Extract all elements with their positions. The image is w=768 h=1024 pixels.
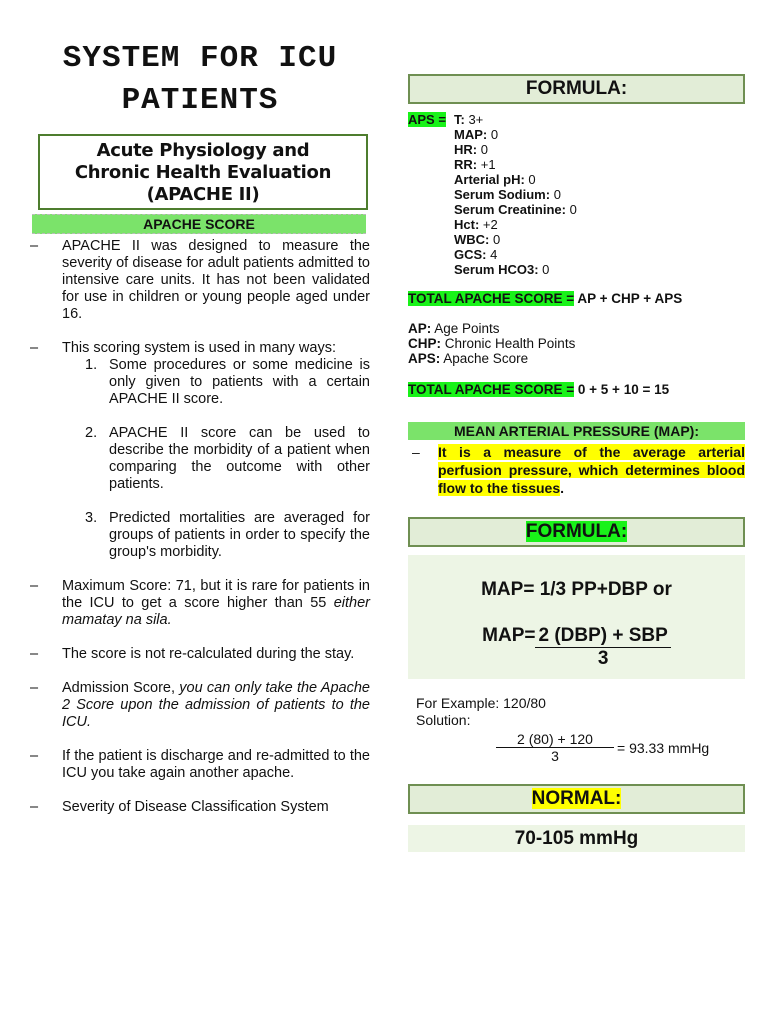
aps-key: Serum Creatinine: bbox=[454, 202, 566, 217]
total-label: TOTAL APACHE SCORE = bbox=[408, 382, 575, 397]
use-text: Predicted mortalities are averaged for groups of patients in order to specify the group's morbidity. bbox=[109, 510, 370, 560]
total-label: TOTAL APACHE SCORE = bbox=[408, 291, 575, 306]
aps-row bbox=[454, 202, 577, 217]
legend-key: AP: bbox=[408, 321, 432, 336]
aps-row bbox=[454, 157, 577, 172]
aps-key: Hct: bbox=[454, 217, 480, 232]
aps-value: 0 bbox=[524, 172, 536, 187]
aps-key: T: bbox=[454, 112, 465, 127]
aps-key: RR: bbox=[454, 157, 478, 172]
aps-row bbox=[454, 172, 577, 187]
aps-row bbox=[454, 217, 577, 232]
page-title bbox=[30, 38, 370, 122]
aps-value: 3+ bbox=[464, 112, 484, 127]
list-item bbox=[30, 680, 370, 731]
uses-list bbox=[62, 357, 370, 561]
apache-title-line-2: Chronic Health Evaluation bbox=[74, 162, 332, 183]
aps-label-wrap bbox=[408, 112, 454, 277]
list-item bbox=[30, 238, 370, 323]
aps-value: 0 bbox=[489, 232, 501, 247]
apache-title-line-1: Acute Physiology and bbox=[96, 140, 310, 161]
aps-key: Serum Sodium: bbox=[454, 187, 551, 202]
aps-key: Serum HCO3: bbox=[454, 262, 539, 277]
example-fraction bbox=[496, 731, 614, 764]
right-column bbox=[408, 74, 745, 852]
example-denominator: 3 bbox=[551, 748, 559, 764]
legend-key: APS: bbox=[408, 351, 441, 366]
aps-value: +1 bbox=[477, 157, 496, 172]
list-item bbox=[30, 646, 370, 663]
aps-row bbox=[454, 262, 577, 277]
aps-label: APS = bbox=[408, 112, 446, 127]
note-text: Maximum Score: 71, but it is rare for patients in the ICU to get a score higher than 55 bbox=[62, 578, 370, 611]
aps-value: 0 bbox=[550, 187, 561, 202]
list-item bbox=[30, 799, 370, 816]
legend-row bbox=[408, 351, 745, 366]
legend-value: Apache Score bbox=[440, 351, 529, 366]
note-italic: either mamatay na sila. bbox=[62, 595, 370, 628]
aps-items bbox=[454, 112, 577, 277]
list-item bbox=[30, 578, 370, 629]
aps-value: 0 bbox=[477, 142, 488, 157]
total-formula bbox=[408, 291, 745, 306]
formula-header-2 bbox=[408, 517, 745, 547]
map-formula-box bbox=[408, 555, 745, 679]
example-block bbox=[416, 695, 745, 729]
use-text: APACHE II score can be used to describe the morbidity of a patient when comparing the outcome with other patients. bbox=[109, 425, 370, 492]
aps-key: HR: bbox=[454, 142, 478, 157]
legend-key: CHP: bbox=[408, 336, 441, 351]
total-value: 0 + 5 + 10 = 15 bbox=[574, 382, 670, 397]
example-calc bbox=[496, 731, 745, 764]
formula-header-2-label: FORMULA: bbox=[525, 521, 628, 542]
map-formula-prefix: MAP= bbox=[482, 625, 536, 646]
aps-value: 0 bbox=[565, 202, 577, 217]
list-item bbox=[30, 748, 370, 782]
solution-label: Solution: bbox=[416, 712, 471, 728]
aps-key: GCS: bbox=[454, 247, 487, 262]
list-item bbox=[30, 340, 370, 561]
formula-header: FORMULA: bbox=[408, 74, 745, 104]
map-numerator: 2 (DBP) + SBP bbox=[535, 625, 670, 648]
aps-value: 0 bbox=[487, 127, 499, 142]
abbrev-legend bbox=[408, 321, 745, 366]
note-text: The score is not re-calculated during the stay. bbox=[62, 646, 355, 662]
map-definition bbox=[408, 443, 745, 497]
use-number: 2. bbox=[85, 425, 98, 441]
apache-score-header: APACHE SCORE bbox=[32, 214, 366, 234]
use-item bbox=[62, 510, 370, 561]
use-item bbox=[62, 357, 370, 408]
normal-value: 70-105 mmHg bbox=[408, 825, 745, 852]
map-def-text: It is a measure of the average arterial perfusion pressure, which determines blood flow to the tissues bbox=[438, 444, 745, 496]
aps-row bbox=[454, 187, 577, 202]
normal-header bbox=[408, 784, 745, 814]
aps-row bbox=[454, 247, 577, 262]
aps-key: WBC: bbox=[454, 232, 490, 247]
apache-title-line-3: (APACHE II) bbox=[146, 184, 260, 205]
aps-row bbox=[454, 112, 577, 127]
use-number: 3. bbox=[85, 510, 98, 526]
total-value: AP + CHP + APS bbox=[574, 291, 683, 306]
example-result: = 93.33 mmHg bbox=[617, 739, 710, 756]
title-line-2: PATIENTS bbox=[121, 83, 279, 118]
aps-row bbox=[454, 142, 577, 157]
note-text: Admission Score, bbox=[62, 680, 180, 696]
aps-value: +2 bbox=[479, 217, 498, 232]
map-formula-line-1: MAP= 1/3 PP+DBP or bbox=[481, 579, 672, 600]
example-numerator: 2 (80) + 120 bbox=[496, 731, 614, 748]
map-def-end: . bbox=[560, 480, 565, 496]
map-fraction bbox=[535, 625, 670, 670]
legend-value: Chronic Health Points bbox=[441, 336, 576, 351]
example-line: For Example: 120/80 bbox=[416, 695, 546, 711]
map-denominator: 3 bbox=[597, 648, 609, 669]
total-result bbox=[408, 382, 745, 397]
note-text: This scoring system is used in many ways: bbox=[62, 340, 336, 356]
legend-row bbox=[408, 336, 745, 351]
map-formula-line-2 bbox=[408, 625, 745, 670]
use-text: Some procedures or some medicine is only given to patients with a certain APACHE II score. bbox=[109, 357, 370, 407]
note-text: Severity of Disease Classification System bbox=[62, 799, 329, 815]
apache-title-box bbox=[38, 134, 368, 210]
note-text: If the patient is discharge and re-admitted to the ICU you take again another apache. bbox=[62, 748, 370, 781]
title-line-1: SYSTEM FOR ICU bbox=[62, 41, 338, 76]
aps-breakdown bbox=[408, 112, 745, 277]
use-item bbox=[62, 425, 370, 493]
aps-value: 0 bbox=[538, 262, 550, 277]
normal-header-label: NORMAL: bbox=[531, 788, 622, 809]
aps-row bbox=[454, 127, 577, 142]
legend-value: Age Points bbox=[431, 321, 500, 336]
note-italic: you can only take the Apache 2 Score upon the admission of patients to the ICU. bbox=[62, 680, 370, 730]
legend-row bbox=[408, 321, 745, 336]
aps-value: 4 bbox=[486, 247, 498, 262]
map-header: MEAN ARTERIAL PRESSURE (MAP): bbox=[408, 422, 745, 440]
aps-key: Arterial pH: bbox=[454, 172, 525, 187]
use-number: 1. bbox=[85, 357, 98, 373]
note-text: APACHE II was designed to measure the severity of disease for adult patients admitted to intensive care units. It has not been validated for use in children or young people aged under 16. bbox=[62, 238, 370, 322]
aps-row bbox=[454, 232, 577, 247]
aps-key: MAP: bbox=[454, 127, 488, 142]
left-column bbox=[30, 38, 370, 833]
apache-notes-list bbox=[30, 238, 370, 816]
